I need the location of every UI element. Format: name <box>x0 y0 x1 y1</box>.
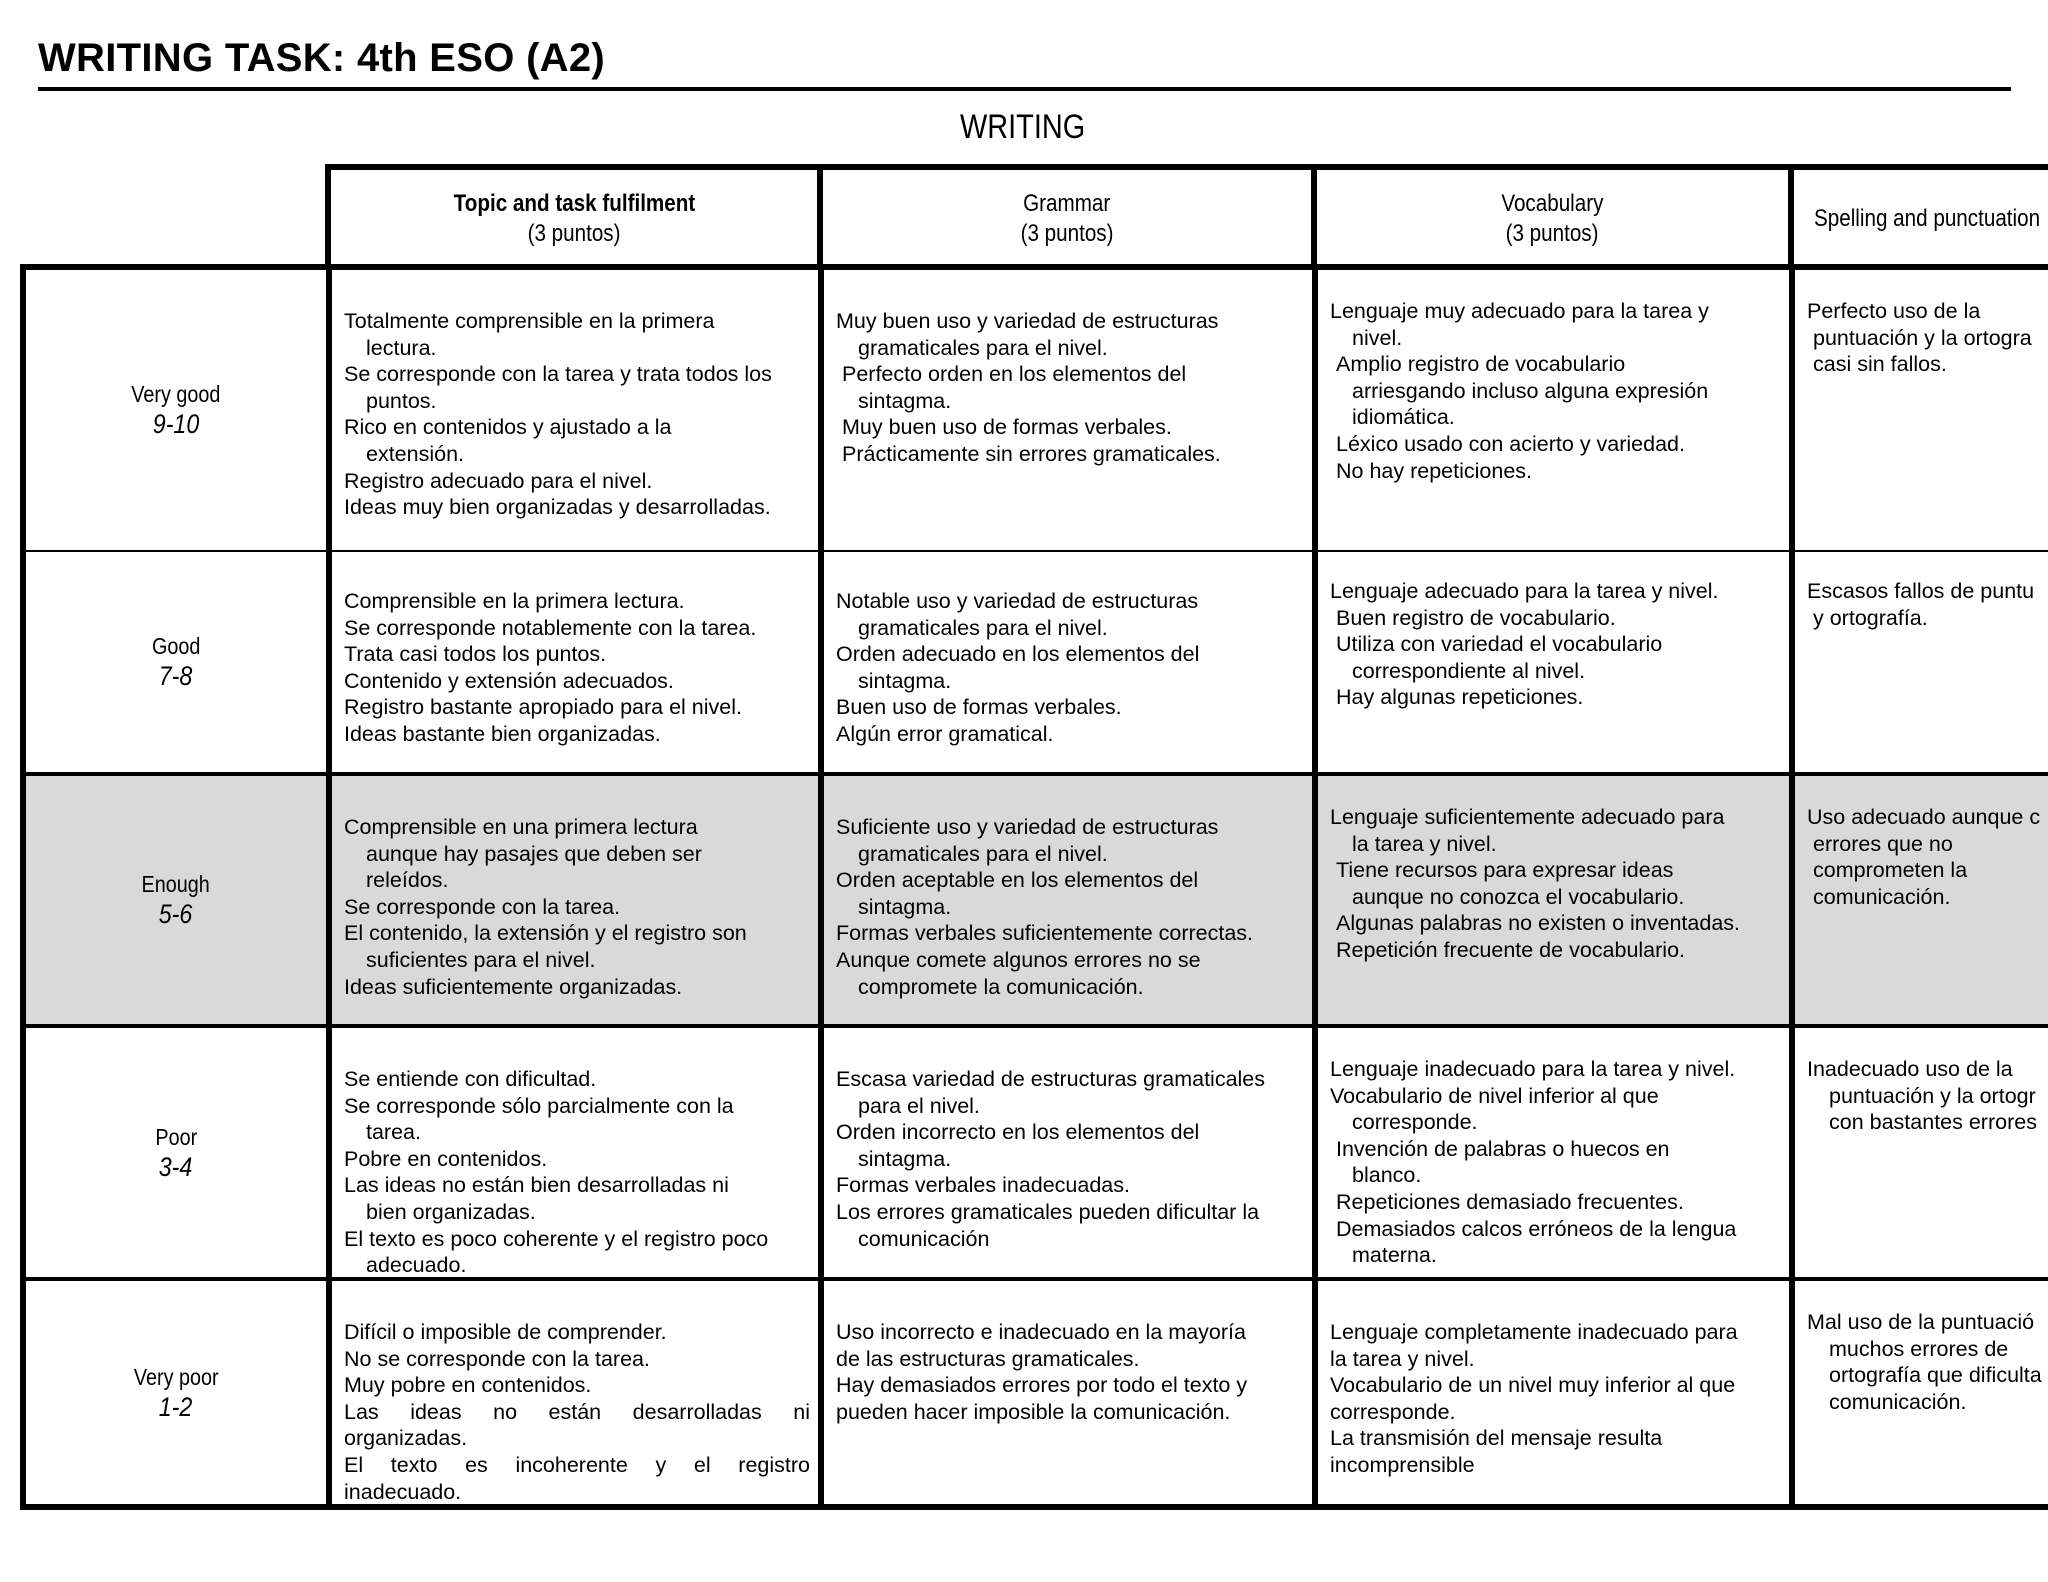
vocabulary-descriptor <box>1318 552 1795 772</box>
topic-descriptor <box>332 552 824 772</box>
level-score: 9-10 <box>152 409 200 439</box>
descriptor-line: la tarea y nivel. <box>1330 1346 1475 1371</box>
descriptor-line: materna. <box>1352 1243 1437 1268</box>
descriptor-line: tarea. <box>366 1120 421 1145</box>
criterion-points: (3 puntos) <box>527 219 621 247</box>
criterion-label: Spelling and punctuation <box>1814 204 2041 232</box>
descriptor-line: Mal uso de la puntuació <box>1807 1310 2035 1334</box>
level-cell <box>26 1028 332 1277</box>
level-score: 1-2 <box>159 1391 193 1422</box>
descriptor-line: Registro adecuado para el nivel. <box>344 468 653 493</box>
descriptor-line: Lenguaje muy adecuado para la tarea y <box>1330 299 1709 323</box>
descriptor-line: errores que no <box>1813 831 1953 856</box>
level-cell <box>26 1281 332 1504</box>
descriptor-line: idiomática. <box>1352 405 1455 430</box>
criterion-label: Grammar <box>1023 189 1111 217</box>
descriptor-line: Escasos fallos de puntu <box>1807 579 2035 603</box>
descriptor-line: puntos. <box>366 388 437 413</box>
descriptor-line: sintagma. <box>858 1146 952 1171</box>
descriptor-line: de las estructuras gramaticales. <box>836 1346 1140 1371</box>
descriptor-line: blanco. <box>1352 1163 1422 1188</box>
descriptor-line: El texto es poco coherente y el registro poco <box>344 1226 769 1251</box>
descriptor-line: Rico en contenidos y ajustado a la <box>344 415 672 440</box>
level-score: 7-8 <box>159 661 193 691</box>
descriptor-line: lectura. <box>366 335 437 360</box>
descriptor-line: Repetición frecuente de vocabulario. <box>1336 937 1685 962</box>
descriptor-line: organizadas. <box>344 1426 468 1451</box>
descriptor-line: Vocabulario de un nivel muy inferior al que <box>1330 1373 1736 1398</box>
descriptor-line: Lenguaje inadecuado para la tarea y nivel. <box>1330 1057 1736 1081</box>
descriptor-line: Léxico usado con acierto y variedad. <box>1336 431 1685 456</box>
rubric-row-good <box>26 552 2048 776</box>
descriptor-line: sintagma. <box>858 388 952 413</box>
level-name: Good <box>151 633 201 659</box>
descriptor-line: Buen uso de formas verbales. <box>836 695 1122 720</box>
descriptor-line: No hay repeticiones. <box>1336 458 1532 483</box>
descriptor-line: corresponde. <box>1330 1399 1456 1424</box>
criteria-header <box>325 164 2048 267</box>
descriptor-line: Orden adecuado en los elementos del <box>836 642 1200 667</box>
descriptor-line: Ideas suficientemente organizadas. <box>344 974 683 999</box>
descriptor-line: Aunque comete algunos errores no se <box>836 947 1201 972</box>
descriptor-line: Lenguaje suficientemente adecuado para <box>1330 805 1725 829</box>
descriptor-line: Registro bastante apropiado para el nivel. <box>344 695 743 720</box>
spelling-descriptor <box>1795 776 2048 1024</box>
descriptor-line: Se corresponde sólo parcialmente con la <box>344 1093 734 1118</box>
descriptor-line: Hay algunas repeticiones. <box>1336 685 1584 710</box>
spelling-descriptor <box>1795 552 2048 772</box>
descriptor-line: Comprensible en una primera lectura <box>344 815 698 839</box>
rubric-row-very-poor <box>26 1281 2048 1504</box>
descriptor-line: El texto es incoherente y el registro <box>344 1452 810 1477</box>
descriptor-line: Demasiados calcos erróneos de la lengua <box>1336 1216 1737 1241</box>
descriptor-line: Suficiente uso y variedad de estructuras <box>836 815 1219 839</box>
descriptor-line: arriesgando incluso alguna expresión <box>1352 378 1709 403</box>
descriptor-line: Algunas palabras no existen o inventadas. <box>1336 911 1740 936</box>
vocabulary-descriptor <box>1318 1028 1795 1277</box>
rubric-row-very-good <box>26 270 2048 552</box>
descriptor-line: sintagma. <box>858 668 952 693</box>
level-score: 3-4 <box>159 1151 193 1182</box>
descriptor-line: sintagma. <box>858 894 952 919</box>
descriptor-line: nivel. <box>1352 325 1403 350</box>
descriptor-line: Muy buen uso y variedad de estructuras <box>836 309 1219 333</box>
grammar-descriptor <box>824 776 1318 1024</box>
descriptor-line: Muy buen uso de formas verbales. <box>842 415 1172 440</box>
level-score: 5-6 <box>159 899 193 929</box>
grammar-descriptor <box>824 1281 1318 1504</box>
criterion-points: (3 puntos) <box>1506 219 1599 247</box>
descriptor-line: Contenido y extensión adecuados. <box>344 668 674 693</box>
grammar-descriptor <box>824 270 1318 550</box>
descriptor-line: Orden aceptable en los elementos del <box>836 868 1199 893</box>
descriptor-line: puntuación y la ortogr <box>1829 1083 2036 1108</box>
descriptor-line: pueden hacer imposible la comunicación. <box>836 1399 1231 1424</box>
descriptor-line: El contenido, la extensión y el registro son <box>344 921 747 946</box>
descriptor-line: y ortografía. <box>1813 605 1928 630</box>
descriptor-line: Se entiende con dificultad. <box>344 1067 597 1091</box>
descriptor-line: No se corresponde con la tarea. <box>344 1346 650 1371</box>
descriptor-line: incomprensible <box>1330 1452 1475 1477</box>
descriptor-line: Uso incorrecto e inadecuado en la mayoría <box>836 1320 1246 1344</box>
descriptor-line: gramaticales para el nivel. <box>858 335 1108 360</box>
spelling-descriptor <box>1795 1028 2048 1277</box>
descriptor-line: Ideas bastante bien organizadas. <box>344 721 661 746</box>
descriptor-line: Los errores gramaticales pueden dificultar la <box>836 1199 1260 1224</box>
level-name: Very poor <box>133 1363 219 1390</box>
descriptor-line: Pobre en contenidos. <box>344 1146 548 1171</box>
descriptor-line: Comprensible en la primera lectura. <box>344 589 685 613</box>
level-name: Poor <box>155 1123 197 1150</box>
descriptor-line: gramaticales para el nivel. <box>858 615 1108 640</box>
descriptor-line: Se corresponde con la tarea y trata todos los <box>344 362 772 387</box>
descriptor-line: Hay demasiados errores por todo el texto y <box>836 1373 1248 1398</box>
grammar-descriptor <box>824 1028 1318 1277</box>
descriptor-line: Uso adecuado aunque c <box>1807 805 2041 829</box>
descriptor-line: Tiene recursos para expresar ideas <box>1336 858 1674 883</box>
topic-descriptor <box>332 1281 824 1504</box>
descriptor-line: Totalmente comprensible en la primera <box>344 309 715 333</box>
rubric-row-poor <box>26 1028 2048 1281</box>
descriptor-line: Perfecto uso de la <box>1807 299 1981 323</box>
descriptor-line: Trata casi todos los puntos. <box>344 642 607 667</box>
spelling-descriptor <box>1795 1281 2048 1504</box>
descriptor-line: puntuación y la ortogra <box>1813 325 2032 350</box>
rubric-table <box>20 264 2048 1510</box>
descriptor-line: Muy pobre en contenidos. <box>344 1373 592 1398</box>
vocabulary-descriptor <box>1318 270 1795 550</box>
vocabulary-descriptor <box>1318 776 1795 1024</box>
criterion-vocabulary <box>1317 170 1794 267</box>
title-rule <box>38 87 2011 91</box>
descriptor-line: Las ideas no están desarrolladas ni <box>344 1399 810 1424</box>
descriptor-line: correspondiente al nivel. <box>1352 658 1586 683</box>
descriptor-line: comunicación. <box>1813 884 1951 909</box>
descriptor-line: Escasa variedad de estructuras gramaticales <box>836 1067 1266 1091</box>
descriptor-line: aunque hay pasajes que deben ser <box>366 841 702 866</box>
descriptor-line: releídos. <box>366 868 449 893</box>
descriptor-line: Formas verbales suficientemente correctas. <box>836 921 1254 946</box>
level-cell <box>26 552 332 772</box>
criterion-points: (3 puntos) <box>1020 219 1114 247</box>
level-cell <box>26 776 332 1024</box>
criterion-grammar <box>823 170 1317 267</box>
descriptor-line: compromete la comunicación. <box>858 974 1144 999</box>
rubric-row-enough <box>26 776 2048 1028</box>
level-name: Enough <box>141 871 211 897</box>
descriptor-line: corresponde. <box>1352 1110 1478 1135</box>
descriptor-line: la tarea y nivel. <box>1352 831 1497 856</box>
descriptor-line: Utiliza con variedad el vocabulario <box>1336 632 1663 657</box>
level-name: Very good <box>131 381 221 407</box>
grammar-descriptor <box>824 552 1318 772</box>
descriptor-line: para el nivel. <box>858 1093 980 1118</box>
descriptor-line: Lenguaje completamente inadecuado para <box>1330 1320 1738 1344</box>
descriptor-line: muchos errores de <box>1829 1336 2009 1361</box>
topic-descriptor <box>332 776 824 1024</box>
descriptor-line: Perfecto orden en los elementos del <box>842 362 1187 387</box>
descriptor-line: Amplio registro de vocabulario <box>1336 352 1626 377</box>
descriptor-line: con bastantes errores <box>1829 1110 2037 1135</box>
descriptor-line: extensión. <box>366 441 465 466</box>
descriptor-line: comprometen la <box>1813 858 1968 883</box>
descriptor-line: La transmisión del mensaje resulta <box>1330 1426 1663 1451</box>
section-title: WRITING <box>960 108 1086 146</box>
criterion-topic <box>331 170 823 267</box>
descriptor-line: Repeticiones demasiado frecuentes. <box>1336 1189 1684 1214</box>
descriptor-line: comunicación. <box>1829 1389 1967 1414</box>
descriptor-line: Prácticamente sin errores gramaticales. <box>842 441 1221 466</box>
vocabulary-descriptor <box>1318 1281 1795 1504</box>
descriptor-line: Inadecuado uso de la <box>1807 1057 2013 1081</box>
descriptor-line: Las ideas no están bien desarrolladas ni <box>344 1173 729 1198</box>
descriptor-line: Difícil o imposible de comprender. <box>344 1320 667 1344</box>
spelling-descriptor <box>1795 270 2048 550</box>
descriptor-line: casi sin fallos. <box>1813 352 1947 377</box>
descriptor-line: Buen registro de vocabulario. <box>1336 605 1616 630</box>
criterion-spelling <box>1794 170 2048 267</box>
descriptor-line: Se corresponde notablemente con la tarea. <box>344 615 757 640</box>
criterion-label: Topic and task fulfilment <box>453 189 695 217</box>
topic-descriptor <box>332 1028 824 1277</box>
criterion-label: Vocabulary <box>1501 189 1604 217</box>
descriptor-line: adecuado. <box>366 1253 467 1277</box>
level-cell <box>26 270 332 550</box>
descriptor-line: aunque no conozca el vocabulario. <box>1352 884 1685 909</box>
descriptor-line: gramaticales para el nivel. <box>858 841 1108 866</box>
descriptor-line: Notable uso y variedad de estructuras <box>836 589 1199 613</box>
descriptor-line: inadecuado. <box>344 1479 462 1504</box>
descriptor-line: Algún error gramatical. <box>836 721 1054 746</box>
descriptor-line: Vocabulario de nivel inferior al que <box>1330 1083 1659 1108</box>
descriptor-line: comunicación <box>858 1226 990 1251</box>
descriptor-line: bien organizadas. <box>366 1199 536 1224</box>
page-title: WRITING TASK: 4th ESO (A2) <box>38 36 606 80</box>
descriptor-line: Invención de palabras o huecos en <box>1336 1136 1670 1161</box>
descriptor-line: suficientes para el nivel. <box>366 947 596 972</box>
descriptor-line: Ideas muy bien organizadas y desarrolladas. <box>344 495 771 520</box>
descriptor-line: Se corresponde con la tarea. <box>344 894 621 919</box>
descriptor-line: Orden incorrecto en los elementos del <box>836 1120 1200 1145</box>
descriptor-line: Formas verbales inadecuadas. <box>836 1173 1130 1198</box>
descriptor-line: ortografía que dificulta <box>1829 1363 2042 1388</box>
topic-descriptor <box>332 270 824 550</box>
descriptor-line: Lenguaje adecuado para la tarea y nivel. <box>1330 579 1719 603</box>
